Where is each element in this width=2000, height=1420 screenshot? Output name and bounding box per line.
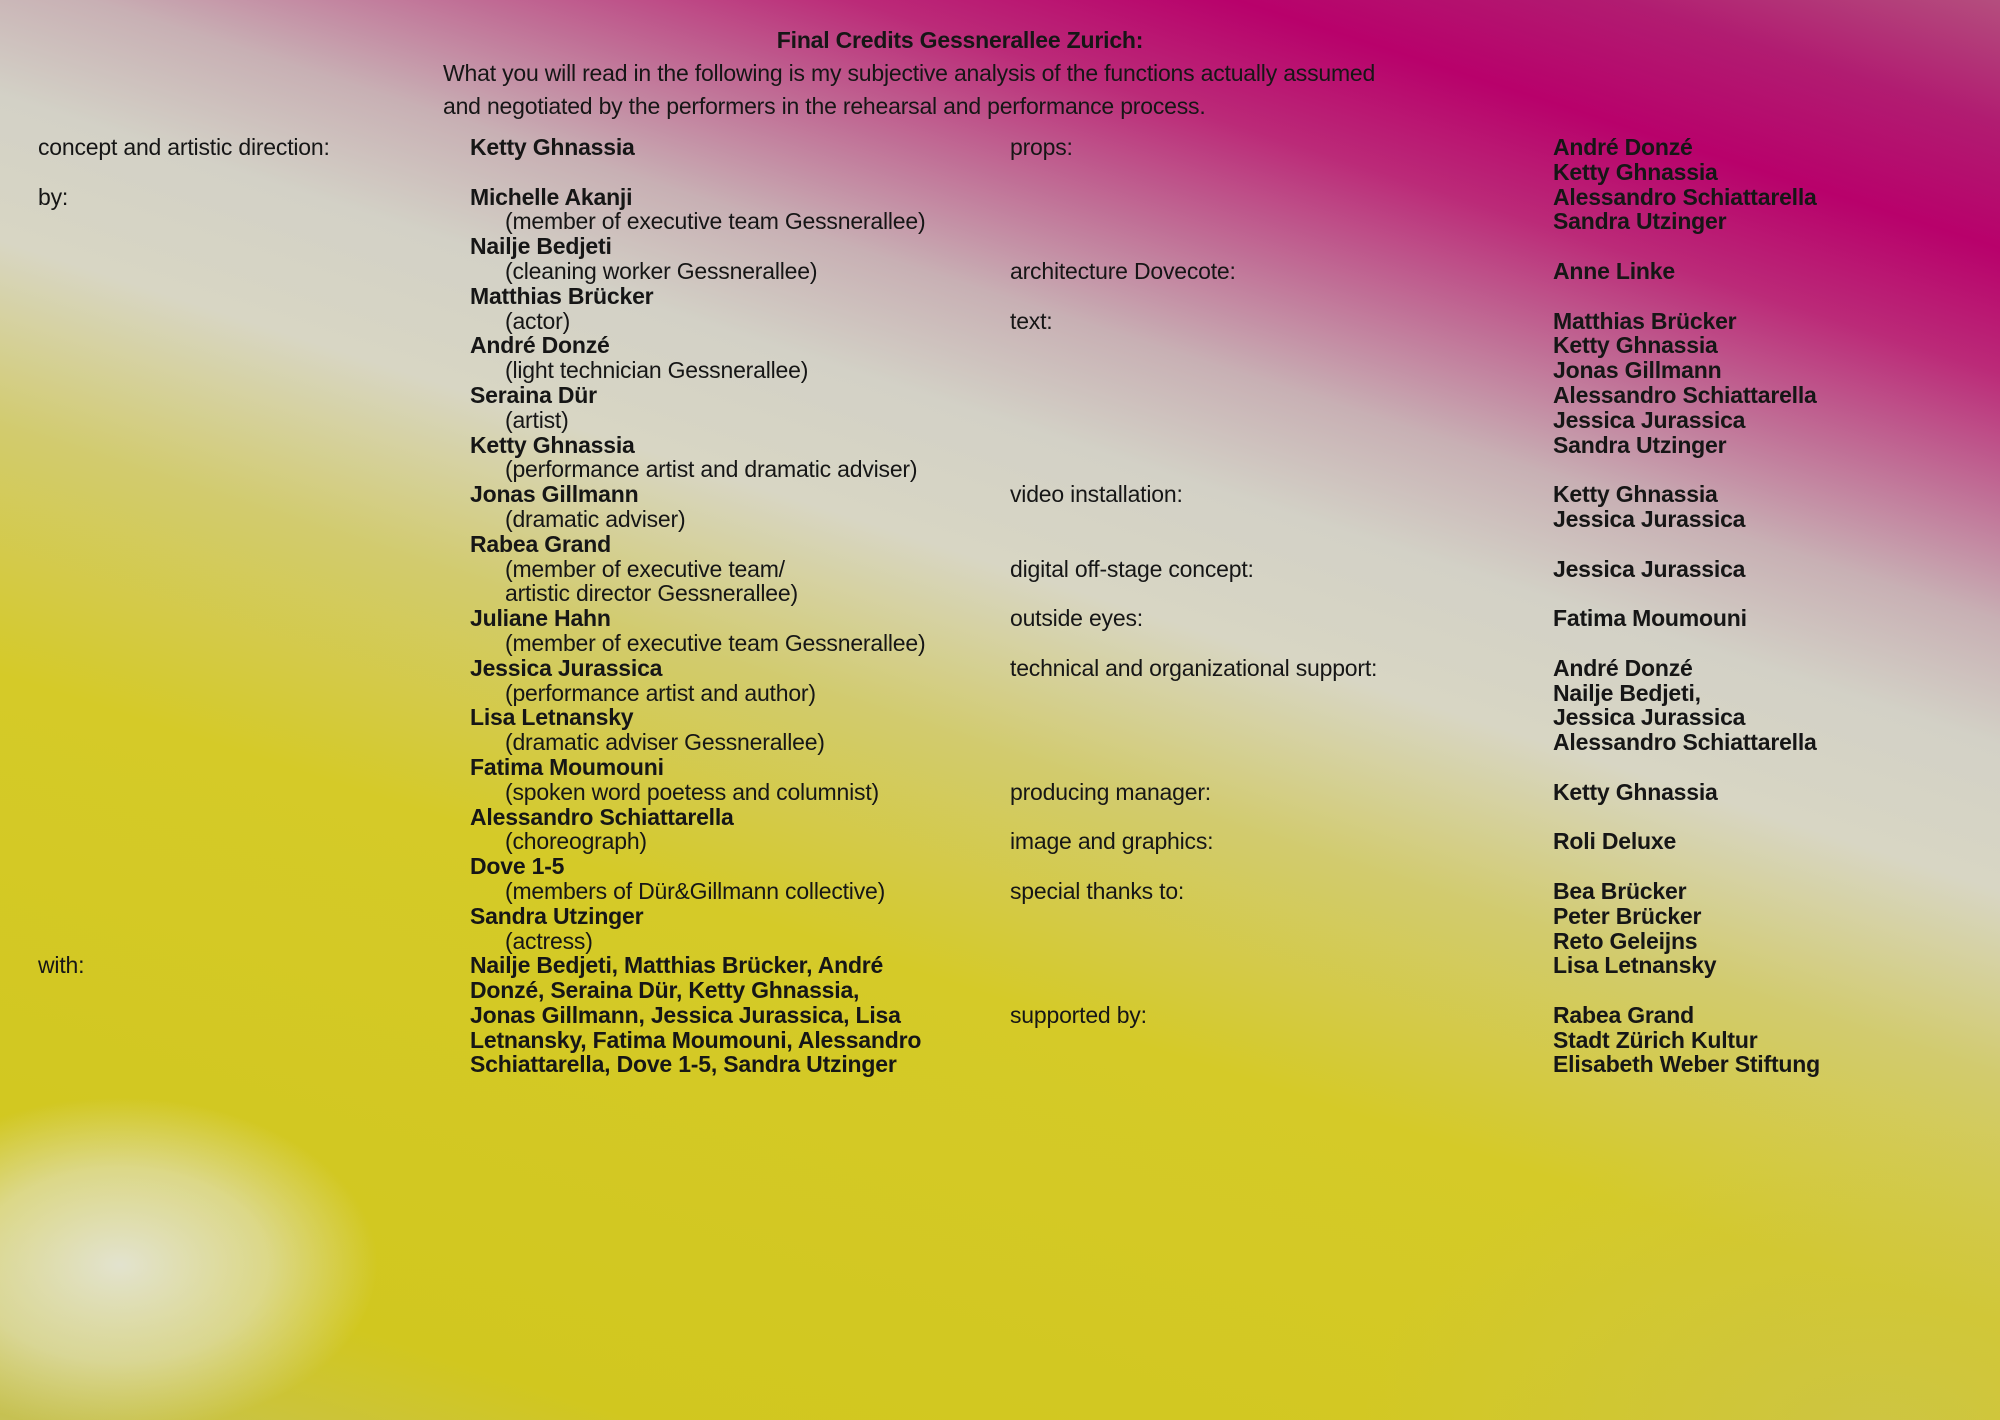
credit-name: Jessica Jurassica bbox=[1553, 555, 1746, 582]
credit-description: (performance artist and dramatic adviser) bbox=[505, 456, 918, 483]
credit-role-label: props: bbox=[1010, 134, 1073, 160]
credit-name: Lisa Letnansky bbox=[1553, 952, 1717, 979]
credit-name: Elisabeth Weber Stiftung bbox=[1553, 1051, 1820, 1078]
credit-name: Alessandro Schiattarella bbox=[1553, 183, 1817, 210]
credit-name: André Donzé bbox=[1553, 654, 1693, 681]
credit-name: Jonas Gillmann, Jessica Jurassica, Lisa bbox=[470, 1001, 901, 1028]
credit-name: Ketty Ghnassia bbox=[1553, 778, 1718, 805]
credit-name: Dove 1-5 bbox=[470, 853, 565, 880]
credit-description: (performance artist and author) bbox=[505, 679, 816, 706]
credit-name: Peter Brücker bbox=[1553, 902, 1702, 929]
credit-name: Nailje Bedjeti, Matthias Brücker, André bbox=[470, 952, 884, 979]
credits-row bbox=[0, 1051, 2000, 1076]
credits-row bbox=[0, 804, 2000, 829]
credits-row bbox=[0, 233, 2000, 258]
credit-name: Jessica Jurassica bbox=[1553, 704, 1746, 731]
credits-row bbox=[0, 779, 2000, 804]
credit-role-label: video installation: bbox=[1010, 481, 1183, 508]
credit-name: Reto Geleijns bbox=[1553, 927, 1698, 954]
credits-row bbox=[0, 1027, 2000, 1052]
credit-description: (member of executive team Gessnerallee) bbox=[505, 208, 926, 235]
credit-name: Sandra Utzinger bbox=[1553, 208, 1727, 235]
credit-description: (dramatic adviser) bbox=[505, 505, 686, 532]
credit-description: (cleaning worker Gessnerallee) bbox=[505, 257, 818, 284]
credit-description: (light technician Gessnerallee) bbox=[505, 357, 809, 384]
credits-row bbox=[0, 531, 2000, 556]
credits-row bbox=[0, 630, 2000, 655]
credits-row bbox=[0, 903, 2000, 928]
credit-name: Lisa Letnansky bbox=[470, 704, 634, 731]
credit-role-label: architecture Dovecote: bbox=[1010, 257, 1236, 284]
credits-row bbox=[0, 878, 2000, 903]
credits-row bbox=[0, 357, 2000, 382]
credits-row bbox=[0, 977, 2000, 1002]
credit-role-label: by: bbox=[38, 183, 69, 210]
credit-description: (choreograph) bbox=[505, 828, 647, 855]
credit-name: Alessandro Schiattarella bbox=[1553, 729, 1817, 756]
credit-description: (members of Dür&Gillmann collective) bbox=[505, 877, 886, 904]
credit-name: Matthias Brücker bbox=[470, 282, 654, 309]
credit-description: artistic director Gessnerallee) bbox=[505, 580, 798, 607]
credits-row bbox=[0, 680, 2000, 705]
credit-name: Ketty Ghnassia bbox=[1553, 332, 1718, 359]
credit-role-label: technical and organizational support: bbox=[1010, 654, 1378, 681]
credit-role-label: image and graphics: bbox=[1010, 828, 1214, 855]
credit-name: Rabea Grand bbox=[470, 530, 611, 557]
credit-name: André Donzé bbox=[1553, 134, 1693, 160]
credit-role-label: with: bbox=[38, 952, 85, 979]
credit-name: Alessandro Schiattarella bbox=[470, 803, 734, 830]
credits-row bbox=[0, 432, 2000, 457]
credit-role-label: producing manager: bbox=[1010, 778, 1211, 805]
credit-name: Ketty Ghnassia bbox=[470, 431, 635, 458]
credit-description: (actor) bbox=[505, 307, 571, 334]
credits-row bbox=[0, 159, 2000, 184]
credit-name: Sandra Utzinger bbox=[1553, 431, 1727, 458]
credits-row bbox=[0, 332, 2000, 357]
credits-row bbox=[0, 928, 2000, 953]
credits-row bbox=[0, 605, 2000, 630]
credits-row bbox=[0, 729, 2000, 754]
credit-name: Jonas Gillmann bbox=[1553, 357, 1722, 384]
credit-name: Schiattarella, Dove 1-5, Sandra Utzinger bbox=[470, 1051, 897, 1078]
credits-row bbox=[0, 456, 2000, 481]
credit-name: Sandra Utzinger bbox=[470, 902, 644, 929]
credit-name: Fatima Moumouni bbox=[1553, 605, 1747, 632]
credits-row bbox=[0, 853, 2000, 878]
credit-name: Anne Linke bbox=[1553, 257, 1675, 284]
credit-name: Nailje Bedjeti bbox=[470, 233, 612, 260]
credit-name: Fatima Moumouni bbox=[470, 753, 664, 780]
credits-row bbox=[0, 134, 2000, 159]
credit-name: Nailje Bedjeti, bbox=[1553, 679, 1701, 706]
credits-row bbox=[0, 184, 2000, 209]
credits-row bbox=[0, 308, 2000, 333]
credit-description: (actress) bbox=[505, 927, 593, 954]
credit-name: André Donzé bbox=[470, 332, 610, 359]
credit-description: (member of executive team Gessnerallee) bbox=[505, 629, 926, 656]
intro-line-1: What you will read in the following is my subjective analysis of the functions actually assumed bbox=[443, 60, 1376, 86]
credits-grid bbox=[0, 134, 2000, 1076]
credit-description: (dramatic adviser Gessnerallee) bbox=[505, 729, 825, 756]
credit-name: Jessica Jurassica bbox=[1553, 406, 1746, 433]
credit-name: Alessandro Schiattarella bbox=[1553, 381, 1817, 408]
credit-description: (artist) bbox=[505, 406, 569, 433]
credit-name: Jessica Jurassica bbox=[1553, 505, 1746, 532]
credit-role-label: special thanks to: bbox=[1010, 877, 1185, 904]
intro-line-2: and negotiated by the performers in the rehearsal and performance process. bbox=[443, 93, 1206, 119]
credits-row bbox=[0, 506, 2000, 531]
credits-row bbox=[0, 208, 2000, 233]
credit-name: Ketty Ghnassia bbox=[1553, 158, 1718, 185]
credit-name: Roli Deluxe bbox=[1553, 828, 1677, 855]
credit-name: Ketty Ghnassia bbox=[470, 134, 635, 160]
credits-row bbox=[0, 704, 2000, 729]
credits-title: Final Credits Gessnerallee Zurich: bbox=[776, 27, 1144, 53]
credit-name: Rabea Grand bbox=[1553, 1001, 1694, 1028]
credit-name: Bea Brücker bbox=[1553, 877, 1687, 904]
credits-row bbox=[0, 754, 2000, 779]
credits-row bbox=[0, 828, 2000, 853]
intro-block bbox=[443, 24, 1477, 123]
credit-role-label: concept and artistic direction: bbox=[38, 134, 330, 160]
credits-row bbox=[0, 407, 2000, 432]
credits-row bbox=[0, 283, 2000, 308]
credit-role-label: digital off-stage concept: bbox=[1010, 555, 1254, 582]
credit-name: Donzé, Seraina Dür, Ketty Ghnassia, bbox=[470, 977, 860, 1004]
credit-description: (spoken word poetess and columnist) bbox=[505, 778, 879, 805]
credit-name: Matthias Brücker bbox=[1553, 307, 1737, 334]
credits-row bbox=[0, 655, 2000, 680]
credit-name: Jessica Jurassica bbox=[470, 654, 663, 681]
credit-name: Ketty Ghnassia bbox=[1553, 481, 1718, 508]
credits-row bbox=[0, 556, 2000, 581]
credit-name: Seraina Dür bbox=[470, 381, 597, 408]
credit-name: Jonas Gillmann bbox=[470, 481, 639, 508]
credits-row bbox=[0, 481, 2000, 506]
credits-row bbox=[0, 258, 2000, 283]
credit-description: (member of executive team/ bbox=[505, 555, 785, 582]
credit-name: Juliane Hahn bbox=[470, 605, 611, 632]
credit-role-label: supported by: bbox=[1010, 1001, 1147, 1028]
credit-name: Stadt Zürich Kultur bbox=[1553, 1026, 1758, 1053]
credits-row bbox=[0, 580, 2000, 605]
credit-role-label: text: bbox=[1010, 307, 1053, 334]
credit-name: Michelle Akanji bbox=[470, 183, 633, 210]
credits-row bbox=[0, 1002, 2000, 1027]
credit-role-label: outside eyes: bbox=[1010, 605, 1143, 632]
credits-row bbox=[0, 952, 2000, 977]
credits-row bbox=[0, 382, 2000, 407]
credit-name: Letnansky, Fatima Moumouni, Alessandro bbox=[470, 1026, 922, 1053]
